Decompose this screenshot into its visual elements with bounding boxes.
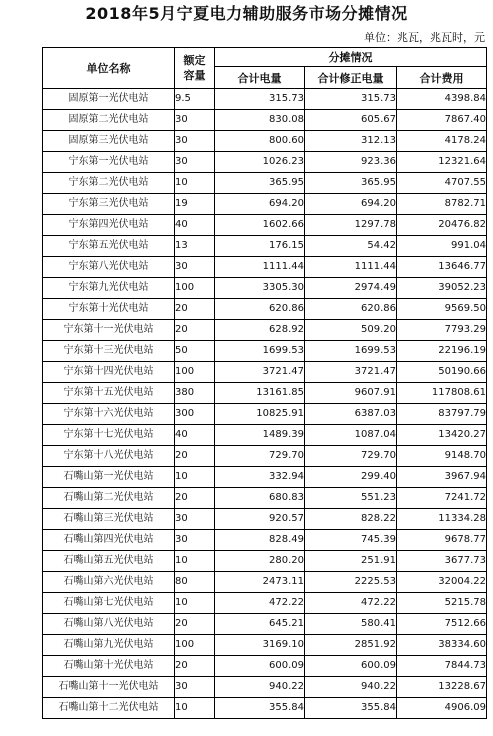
station-name-cell: 宁东第十三光伏电站 bbox=[43, 341, 175, 362]
station-name-cell: 石嘴山第三光伏电站 bbox=[43, 509, 175, 530]
adjusted-power-cell: 580.41 bbox=[305, 614, 397, 635]
table-row bbox=[43, 572, 487, 593]
total-cost-cell: 3967.94 bbox=[397, 467, 487, 488]
total-cost-cell: 50190.66 bbox=[397, 362, 487, 383]
station-name-cell: 石嘴山第七光伏电站 bbox=[43, 593, 175, 614]
total-cost-cell: 991.04 bbox=[397, 236, 487, 257]
adjusted-power-cell: 1087.04 bbox=[305, 425, 397, 446]
header-allocation-group: 分摊情况 bbox=[215, 48, 487, 67]
total-power-cell: 13161.85 bbox=[215, 383, 305, 404]
adjusted-power-cell: 9607.91 bbox=[305, 383, 397, 404]
capacity-cell: 30 bbox=[175, 677, 215, 698]
adjusted-power-cell: 472.22 bbox=[305, 593, 397, 614]
table-row bbox=[43, 488, 487, 509]
table-row bbox=[43, 425, 487, 446]
adjusted-power-cell: 2225.53 bbox=[305, 572, 397, 593]
total-power-cell: 332.94 bbox=[215, 467, 305, 488]
capacity-cell: 300 bbox=[175, 404, 215, 425]
table-row bbox=[43, 362, 487, 383]
total-power-cell: 620.86 bbox=[215, 299, 305, 320]
total-cost-cell: 38334.60 bbox=[397, 635, 487, 656]
station-name-cell: 石嘴山第九光伏电站 bbox=[43, 635, 175, 656]
station-name-cell: 宁东第四光伏电站 bbox=[43, 215, 175, 236]
station-name-cell: 固原第二光伏电站 bbox=[43, 110, 175, 131]
total-cost-cell: 22196.19 bbox=[397, 341, 487, 362]
table-row bbox=[43, 215, 487, 236]
total-power-cell: 680.83 bbox=[215, 488, 305, 509]
capacity-cell: 20 bbox=[175, 299, 215, 320]
capacity-cell: 10 bbox=[175, 698, 215, 719]
total-power-cell: 10825.91 bbox=[215, 404, 305, 425]
station-name-cell: 宁东第十四光伏电站 bbox=[43, 362, 175, 383]
adjusted-power-cell: 312.13 bbox=[305, 131, 397, 152]
table-row bbox=[43, 383, 487, 404]
capacity-cell: 100 bbox=[175, 635, 215, 656]
table-row bbox=[43, 635, 487, 656]
table-row bbox=[43, 194, 487, 215]
station-name-cell: 石嘴山第一光伏电站 bbox=[43, 467, 175, 488]
adjusted-power-cell: 365.95 bbox=[305, 173, 397, 194]
capacity-cell: 30 bbox=[175, 509, 215, 530]
total-power-cell: 1699.53 bbox=[215, 341, 305, 362]
capacity-cell: 100 bbox=[175, 278, 215, 299]
adjusted-power-cell: 620.86 bbox=[305, 299, 397, 320]
page-title: 2018年5月宁夏电力辅助服务市场分摊情况 bbox=[85, 4, 408, 23]
total-cost-cell: 4707.55 bbox=[397, 173, 487, 194]
table-row bbox=[43, 593, 487, 614]
table-row bbox=[43, 299, 487, 320]
adjusted-power-cell: 940.22 bbox=[305, 677, 397, 698]
total-power-cell: 355.84 bbox=[215, 698, 305, 719]
total-cost-cell: 7793.29 bbox=[397, 320, 487, 341]
total-cost-cell: 5215.78 bbox=[397, 593, 487, 614]
adjusted-power-cell: 600.09 bbox=[305, 656, 397, 677]
capacity-cell: 40 bbox=[175, 215, 215, 236]
table-row bbox=[43, 257, 487, 278]
station-name-cell: 宁东第二光伏电站 bbox=[43, 173, 175, 194]
table-row bbox=[43, 467, 487, 488]
total-power-cell: 3721.47 bbox=[215, 362, 305, 383]
station-name-cell: 宁东第十八光伏电站 bbox=[43, 446, 175, 467]
header-capacity-line2: 容量 bbox=[183, 69, 206, 82]
capacity-cell: 380 bbox=[175, 383, 215, 404]
table-row bbox=[43, 446, 487, 467]
total-power-cell: 280.20 bbox=[215, 551, 305, 572]
table-row bbox=[43, 530, 487, 551]
total-power-cell: 1111.44 bbox=[215, 257, 305, 278]
adjusted-power-cell: 54.42 bbox=[305, 236, 397, 257]
total-power-cell: 920.57 bbox=[215, 509, 305, 530]
adjusted-power-cell: 251.91 bbox=[305, 551, 397, 572]
capacity-cell: 10 bbox=[175, 593, 215, 614]
total-cost-cell: 7512.66 bbox=[397, 614, 487, 635]
station-name-cell: 宁东第十一光伏电站 bbox=[43, 320, 175, 341]
station-name-cell: 石嘴山第十一光伏电站 bbox=[43, 677, 175, 698]
table-row bbox=[43, 89, 487, 110]
table-row bbox=[43, 131, 487, 152]
capacity-cell: 10 bbox=[175, 467, 215, 488]
station-name-cell: 宁东第九光伏电站 bbox=[43, 278, 175, 299]
table-body bbox=[43, 89, 487, 719]
total-power-cell: 828.49 bbox=[215, 530, 305, 551]
total-cost-cell: 12321.64 bbox=[397, 152, 487, 173]
station-name-cell: 石嘴山第八光伏电站 bbox=[43, 614, 175, 635]
capacity-cell: 50 bbox=[175, 341, 215, 362]
station-name-cell: 石嘴山第十二光伏电站 bbox=[43, 698, 175, 719]
table-row bbox=[43, 341, 487, 362]
capacity-cell: 10 bbox=[175, 551, 215, 572]
table-row bbox=[43, 173, 487, 194]
station-name-cell: 宁东第三光伏电站 bbox=[43, 194, 175, 215]
total-cost-cell: 7241.72 bbox=[397, 488, 487, 509]
capacity-cell: 19 bbox=[175, 194, 215, 215]
header-adjusted-power: 合计修正电量 bbox=[305, 67, 397, 89]
total-power-cell: 628.92 bbox=[215, 320, 305, 341]
capacity-cell: 20 bbox=[175, 488, 215, 509]
table-row bbox=[43, 110, 487, 131]
total-cost-cell: 32004.22 bbox=[397, 572, 487, 593]
station-name-cell: 石嘴山第二光伏电站 bbox=[43, 488, 175, 509]
table-row bbox=[43, 320, 487, 341]
capacity-cell: 30 bbox=[175, 152, 215, 173]
table-row bbox=[43, 677, 487, 698]
total-power-cell: 472.22 bbox=[215, 593, 305, 614]
total-cost-cell: 117808.61 bbox=[397, 383, 487, 404]
station-name-cell: 石嘴山第四光伏电站 bbox=[43, 530, 175, 551]
station-name-cell: 宁东第八光伏电站 bbox=[43, 257, 175, 278]
adjusted-power-cell: 923.36 bbox=[305, 152, 397, 173]
adjusted-power-cell: 3721.47 bbox=[305, 362, 397, 383]
capacity-cell: 40 bbox=[175, 425, 215, 446]
total-power-cell: 694.20 bbox=[215, 194, 305, 215]
total-cost-cell: 4906.09 bbox=[397, 698, 487, 719]
adjusted-power-cell: 509.20 bbox=[305, 320, 397, 341]
adjusted-power-cell: 694.20 bbox=[305, 194, 397, 215]
station-name-cell: 宁东第十五光伏电站 bbox=[43, 383, 175, 404]
unit-note: 单位：兆瓦，兆瓦时，元 bbox=[364, 31, 485, 44]
station-name-cell: 宁东第十六光伏电站 bbox=[43, 404, 175, 425]
total-power-cell: 3169.10 bbox=[215, 635, 305, 656]
total-power-cell: 800.60 bbox=[215, 131, 305, 152]
table-row bbox=[43, 236, 487, 257]
table-row bbox=[43, 614, 487, 635]
total-cost-cell: 39052.23 bbox=[397, 278, 487, 299]
station-name-cell: 石嘴山第十光伏电站 bbox=[43, 656, 175, 677]
station-name-cell: 石嘴山第六光伏电站 bbox=[43, 572, 175, 593]
total-power-cell: 830.08 bbox=[215, 110, 305, 131]
station-name-cell: 宁东第十七光伏电站 bbox=[43, 425, 175, 446]
adjusted-power-cell: 729.70 bbox=[305, 446, 397, 467]
total-power-cell: 1489.39 bbox=[215, 425, 305, 446]
adjusted-power-cell: 1111.44 bbox=[305, 257, 397, 278]
adjusted-power-cell: 6387.03 bbox=[305, 404, 397, 425]
header-capacity bbox=[175, 48, 215, 89]
capacity-cell: 9.5 bbox=[175, 89, 215, 110]
capacity-cell: 13 bbox=[175, 236, 215, 257]
total-cost-cell: 8782.71 bbox=[397, 194, 487, 215]
adjusted-power-cell: 299.40 bbox=[305, 467, 397, 488]
table-row bbox=[43, 278, 487, 299]
total-power-cell: 729.70 bbox=[215, 446, 305, 467]
header-capacity-line1: 额定 bbox=[183, 54, 206, 67]
total-power-cell: 315.73 bbox=[215, 89, 305, 110]
station-name-cell: 宁东第五光伏电站 bbox=[43, 236, 175, 257]
table-row bbox=[43, 152, 487, 173]
total-power-cell: 1026.23 bbox=[215, 152, 305, 173]
capacity-cell: 20 bbox=[175, 446, 215, 467]
capacity-cell: 10 bbox=[175, 173, 215, 194]
table-row bbox=[43, 404, 487, 425]
capacity-cell: 20 bbox=[175, 614, 215, 635]
table-row bbox=[43, 509, 487, 530]
capacity-cell: 30 bbox=[175, 131, 215, 152]
total-cost-cell: 9678.77 bbox=[397, 530, 487, 551]
adjusted-power-cell: 745.39 bbox=[305, 530, 397, 551]
total-cost-cell: 83797.79 bbox=[397, 404, 487, 425]
capacity-cell: 80 bbox=[175, 572, 215, 593]
total-power-cell: 645.21 bbox=[215, 614, 305, 635]
station-name-cell: 石嘴山第五光伏电站 bbox=[43, 551, 175, 572]
total-power-cell: 3305.30 bbox=[215, 278, 305, 299]
adjusted-power-cell: 355.84 bbox=[305, 698, 397, 719]
header-unit-name: 单位名称 bbox=[43, 48, 175, 89]
total-cost-cell: 20476.82 bbox=[397, 215, 487, 236]
station-name-cell: 宁东第十光伏电站 bbox=[43, 299, 175, 320]
total-power-cell: 2473.11 bbox=[215, 572, 305, 593]
header-total-cost: 合计费用 bbox=[397, 67, 487, 89]
adjusted-power-cell: 1699.53 bbox=[305, 341, 397, 362]
adjusted-power-cell: 2974.49 bbox=[305, 278, 397, 299]
capacity-cell: 20 bbox=[175, 320, 215, 341]
total-power-cell: 940.22 bbox=[215, 677, 305, 698]
total-power-cell: 365.95 bbox=[215, 173, 305, 194]
header-total-power: 合计电量 bbox=[215, 67, 305, 89]
total-power-cell: 1602.66 bbox=[215, 215, 305, 236]
total-cost-cell: 13646.77 bbox=[397, 257, 487, 278]
station-name-cell: 宁东第一光伏电站 bbox=[43, 152, 175, 173]
adjusted-power-cell: 605.67 bbox=[305, 110, 397, 131]
table-row bbox=[43, 698, 487, 719]
adjusted-power-cell: 828.22 bbox=[305, 509, 397, 530]
allocation-table bbox=[42, 47, 487, 719]
table-row bbox=[43, 551, 487, 572]
total-power-cell: 600.09 bbox=[215, 656, 305, 677]
total-cost-cell: 13420.27 bbox=[397, 425, 487, 446]
adjusted-power-cell: 2851.92 bbox=[305, 635, 397, 656]
capacity-cell: 30 bbox=[175, 257, 215, 278]
capacity-cell: 20 bbox=[175, 656, 215, 677]
total-cost-cell: 3677.73 bbox=[397, 551, 487, 572]
total-cost-cell: 13228.67 bbox=[397, 677, 487, 698]
total-cost-cell: 4178.24 bbox=[397, 131, 487, 152]
total-cost-cell: 9148.70 bbox=[397, 446, 487, 467]
adjusted-power-cell: 1297.78 bbox=[305, 215, 397, 236]
total-cost-cell: 4398.84 bbox=[397, 89, 487, 110]
adjusted-power-cell: 551.23 bbox=[305, 488, 397, 509]
total-cost-cell: 7844.73 bbox=[397, 656, 487, 677]
total-power-cell: 176.15 bbox=[215, 236, 305, 257]
station-name-cell: 固原第三光伏电站 bbox=[43, 131, 175, 152]
station-name-cell: 固原第一光伏电站 bbox=[43, 89, 175, 110]
table-row bbox=[43, 656, 487, 677]
capacity-cell: 30 bbox=[175, 110, 215, 131]
adjusted-power-cell: 315.73 bbox=[305, 89, 397, 110]
capacity-cell: 100 bbox=[175, 362, 215, 383]
capacity-cell: 30 bbox=[175, 530, 215, 551]
total-cost-cell: 11334.28 bbox=[397, 509, 487, 530]
total-cost-cell: 7867.40 bbox=[397, 110, 487, 131]
total-cost-cell: 9569.50 bbox=[397, 299, 487, 320]
